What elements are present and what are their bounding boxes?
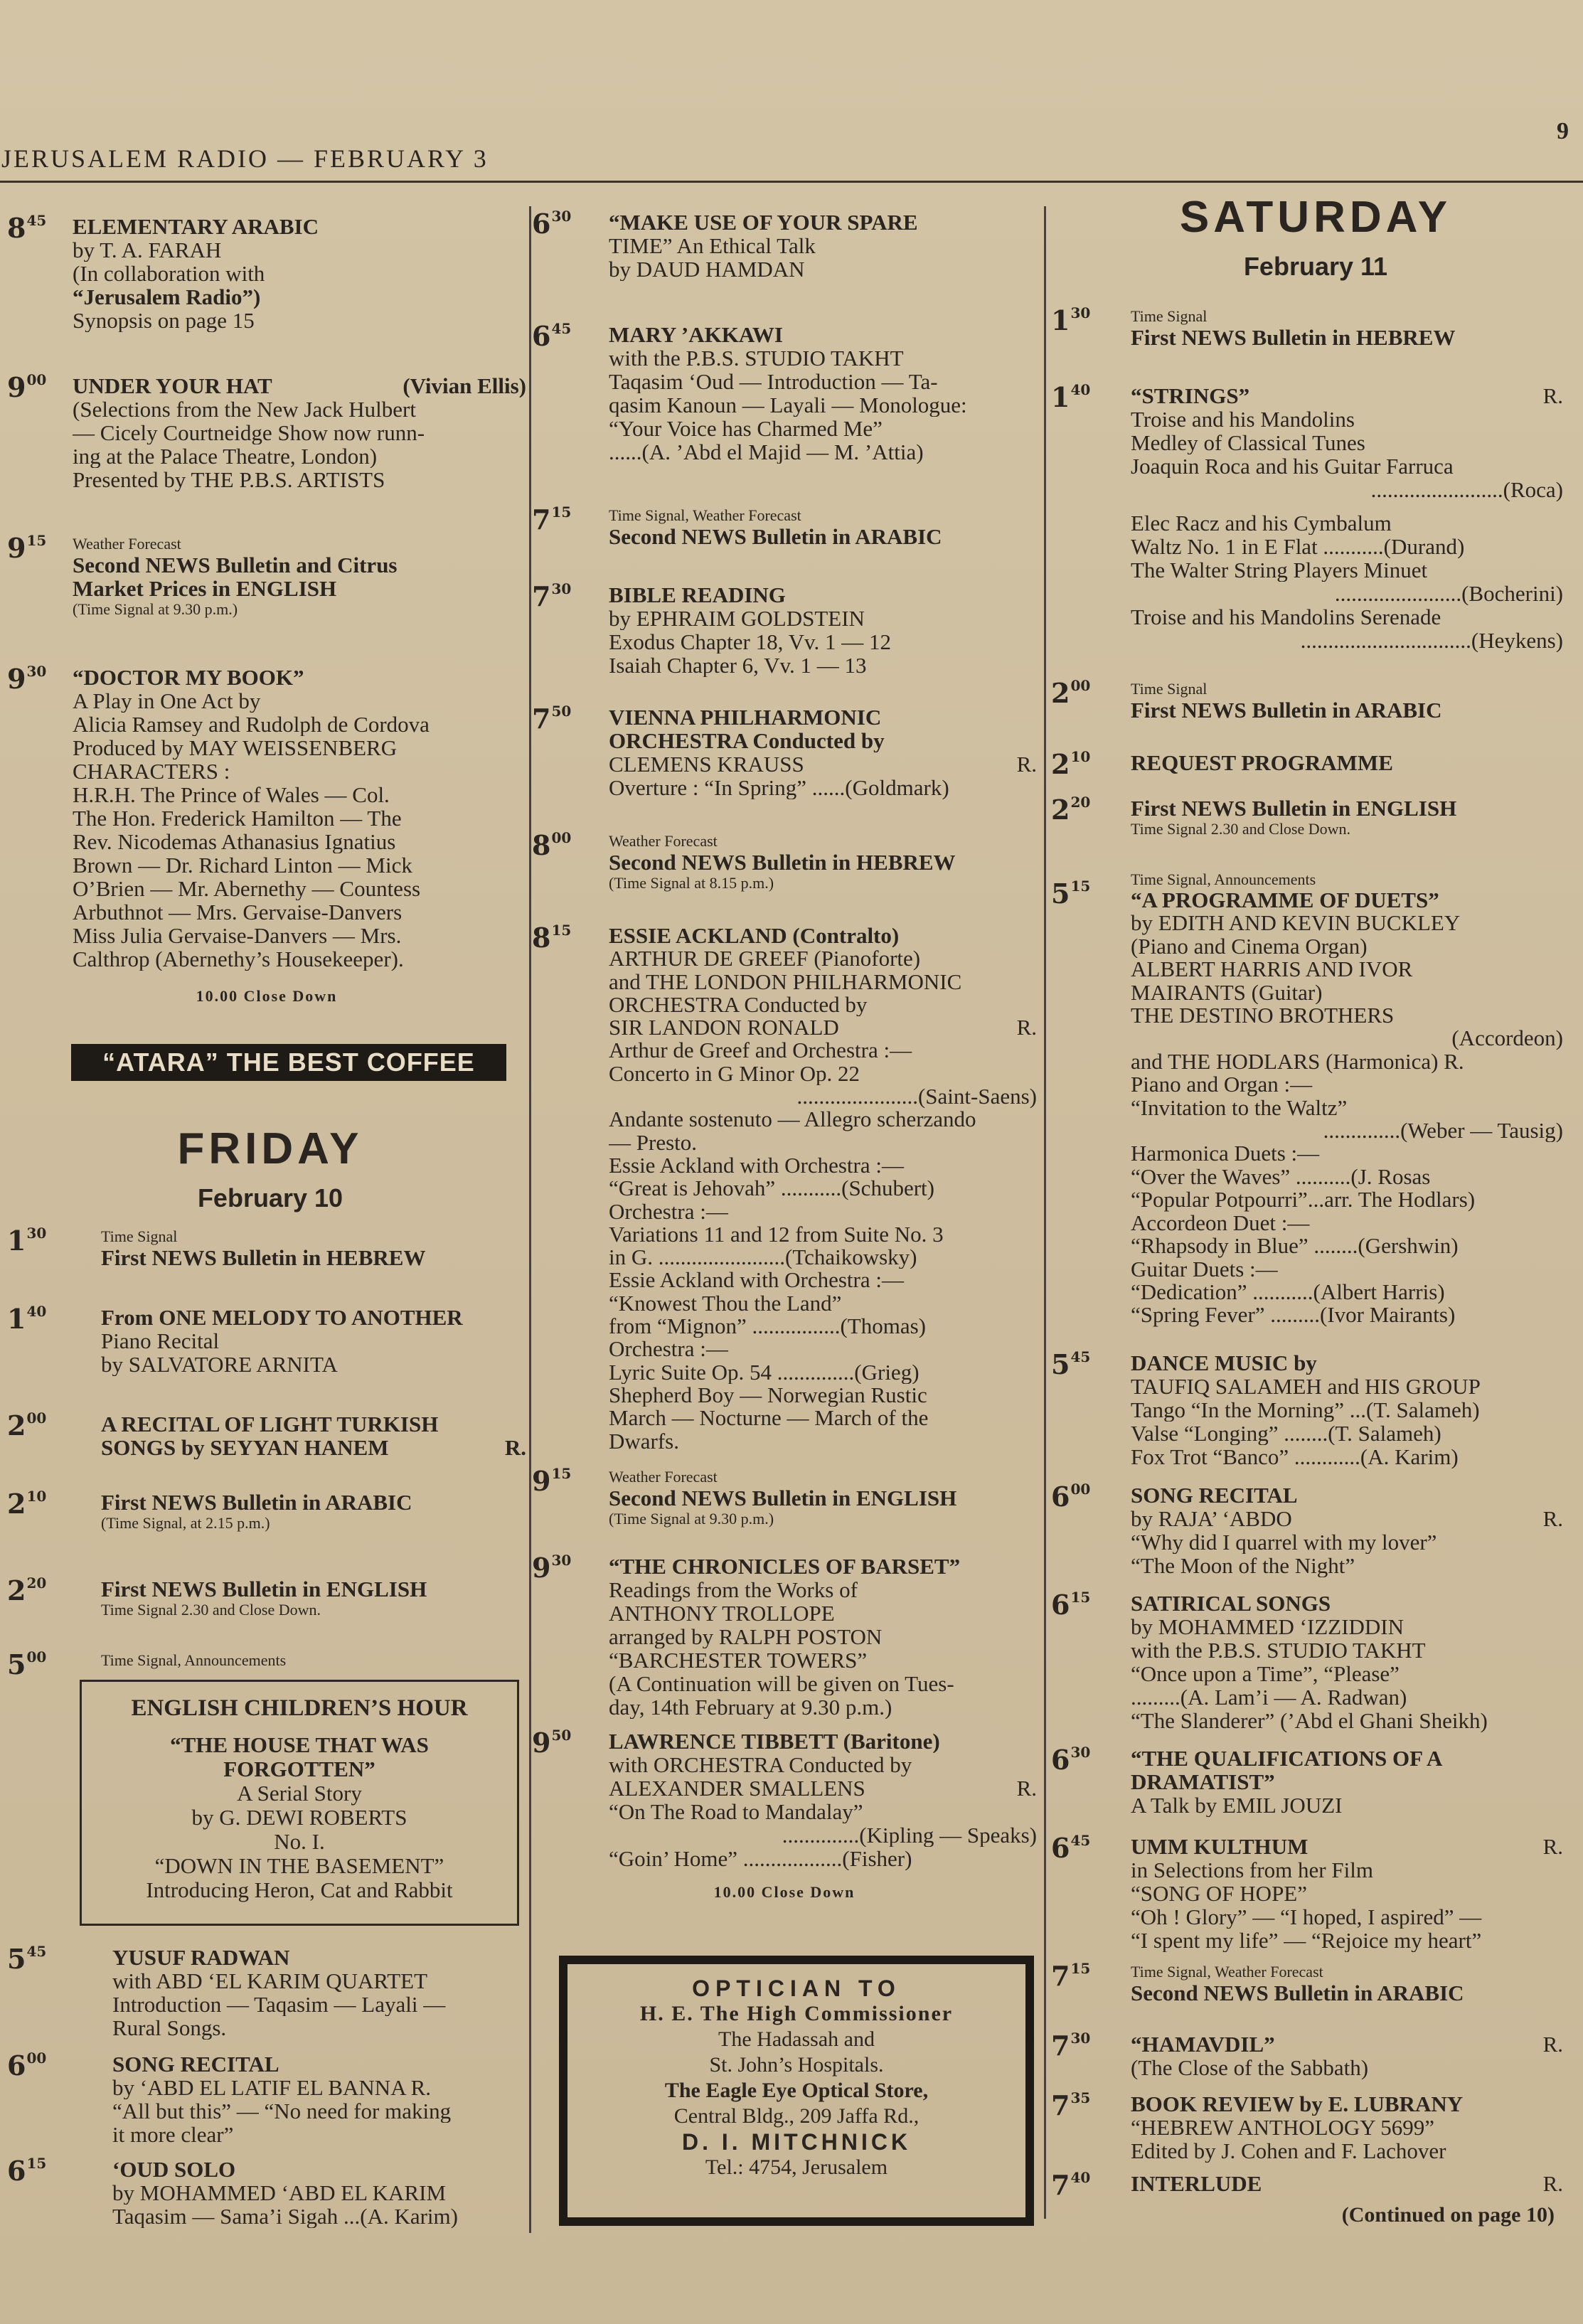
time-label: $5^{45}$ <box>7 1943 47 1975</box>
programme-text: Weather Forecast Second NEWS Bulletin and Citrus Market Prices in ENGLISH (Time Signal at 9.30 p.m.) <box>73 535 398 618</box>
continued-notice: (Continued on page 10) <box>1341 2203 1555 2227</box>
time-label: $6^{00}$ <box>7 2050 47 2082</box>
programme-text: VIENNA PHILHARMONIC ORCHESTRA Conducted by CLEMENS KRAUSS R. Overture : “In Spring” ......(Goldmark) <box>609 705 1037 799</box>
programme-text: “THE QUALIFICATIONS OF A DRAMATIST” A Talk by EMIL JOUZI <box>1131 1747 1443 1817</box>
programme-text: UNDER YOUR HAT (Vivian Ellis) (Selections from the New Jack Hulbert — Cicely Courtneidge Show now runn- ing at the Palace Theatre, London) Presented by THE P.B.S. ARTISTS <box>73 374 526 491</box>
page-title: JERUSALEM RADIO — FEBRUARY 3 <box>1 144 489 173</box>
time-label: $6^{15}$ <box>7 2155 47 2187</box>
time-label: $9^{30}$ <box>532 1552 572 1584</box>
time-label: $1^{40}$ <box>1051 381 1091 413</box>
time-label: $2^{20}$ <box>7 1574 47 1606</box>
time-label: $9^{50}$ <box>532 1727 572 1759</box>
programme-text: SATIRICAL SONGS by MOHAMMED ‘IZZIDDIN with the P.B.S. STUDIO TAKHT “Once upon a Time”, “Please” .........(A. Lam’i — A. Radwan) “The Slanderer” (’Abd el Ghani Sheikh) <box>1131 1592 1488 1732</box>
programme-text: YUSUF RADWAN with ABD ‘EL KARIM QUARTET Introduction — Taqasim — Layali — Rural Songs. <box>112 1946 446 2040</box>
programme-text: SONG RECITAL by RAJA’ ‘ABDO R. “Why did I quarrel with my lover” “The Moon of the Night” <box>1131 1483 1563 1577</box>
programme-text: REQUEST PROGRAMME <box>1131 751 1393 774</box>
programme-text: BOOK REVIEW by E. LUBRANY “HEBREW ANTHOLOGY 5699” Edited by J. Cohen and F. Lachover <box>1131 2092 1464 2163</box>
close-down-notice: 10.00 Close Down <box>196 987 338 1005</box>
time-label: $1^{30}$ <box>1051 304 1091 336</box>
time-label: $9^{15}$ <box>532 1465 572 1497</box>
programme-text: “THE CHRONICLES OF BARSET” Readings from the Works of ANTHONY TROLLOPE arranged by RALPH POSTON “BARCHESTER TOWERS” (A Continuation will be given on Tues- day, 14th February at 9.30 p.m.) <box>609 1555 961 1719</box>
advertisement-atara-coffee: “ATARA” THE BEST COFFEE <box>71 1044 506 1081</box>
time-label: $2^{10}$ <box>7 1488 47 1520</box>
programme-text: INTERLUDE R. <box>1131 2172 1563 2195</box>
advertisement-optician: OPTICIAN TO H. E. The High Commissioner The Hadassah and St. John’s Hospitals. The Eagle Eye Optical Store, Central Bldg., 209 Jaffa Rd., D. I. MITCHNICK Tel.: 4754, Jerusalem <box>559 1956 1034 2226</box>
time-label: $6^{15}$ <box>1051 1589 1091 1621</box>
time-label: $5^{45}$ <box>1051 1348 1091 1380</box>
programme-text: Time Signal, Weather Forecast Second NEWS Bulletin in ARABIC <box>1131 1963 1464 2005</box>
programme-text: “HAMAVDIL” R. (The Close of the Sabbath) <box>1131 2032 1563 2079</box>
programme-text: Time Signal First NEWS Bulletin in ARABIC <box>1131 680 1442 722</box>
time-label: $9^{00}$ <box>7 371 47 403</box>
time-label: $6^{30}$ <box>532 208 572 240</box>
programme-text: ‘OUD SOLO by MOHAMMED ‘ABD EL KARIM Taqasim — Sama’i Sigah ...(A. Karim) <box>112 2158 458 2228</box>
programme-text: Time Signal, Announcements <box>101 1651 287 1669</box>
programme-text: First NEWS Bulletin in ENGLISH Time Signal 2.30 and Close Down. <box>1131 796 1457 838</box>
programme-text: LAWRENCE TIBBETT (Baritone) with ORCHESTRA Conducted by ALEXANDER SMALLENS R. “On The Road to Mandalay” ..............(Kipling — Speaks) “Goin’ Home” ..................(Fisher) <box>609 1729 1037 1870</box>
time-label: $6^{45}$ <box>1051 1832 1091 1864</box>
time-label: $7^{15}$ <box>532 503 572 535</box>
time-label: $6^{00}$ <box>1051 1481 1091 1513</box>
time-label: $2^{20}$ <box>1051 794 1091 826</box>
page-number: 9 <box>1557 118 1569 144</box>
time-label: $7^{30}$ <box>532 580 572 612</box>
programme-text: Weather Forecast Second NEWS Bulletin in ENGLISH (Time Signal at 9.30 p.m.) <box>609 1468 957 1528</box>
programme-text: BIBLE READING by EPHRAIM GOLDSTEIN Exodus Chapter 18, Vv. 1 — 12 Isaiah Chapter 6, Vv. 1 — 13 <box>609 583 891 677</box>
time-label: $8^{45}$ <box>7 212 47 244</box>
programme-text: First NEWS Bulletin in ARABIC (Time Signal, at 2.15 p.m.) <box>101 1491 412 1532</box>
programme-text: A RECITAL OF LIGHT TURKISH SONGS by SEYYAN HANEM R. <box>101 1412 526 1459</box>
close-down-notice: 10.00 Close Down <box>713 1883 856 1901</box>
time-label: $2^{00}$ <box>1051 677 1091 709</box>
day-date-friday: February 10 <box>197 1183 343 1212</box>
time-label: $5^{15}$ <box>1051 878 1091 910</box>
programme-text: SONG RECITAL by ‘ABD EL LATIF EL BANNA R. “All but this” — “No need for making it more clear” <box>112 2052 452 2146</box>
programme-text: UMM KULTHUM R. in Selections from her Film “SONG OF HOPE” “Oh ! Glory” — “I hoped, I aspired” — “I spent my life” — “Rejoice my heart” <box>1131 1835 1563 1952</box>
time-label: $9^{30}$ <box>7 663 47 695</box>
programme-text: From ONE MELODY TO ANOTHER Piano Recital by SALVATORE ARNITA <box>101 1306 463 1376</box>
time-label: $1^{30}$ <box>7 1225 47 1257</box>
programme-text: Time Signal First NEWS Bulletin in HEBREW <box>1131 307 1456 349</box>
time-label: $7^{15}$ <box>1051 1960 1091 1992</box>
time-label: $8^{00}$ <box>532 829 572 861</box>
day-date-saturday: February 11 <box>1243 252 1388 281</box>
programme-text: First NEWS Bulletin in ENGLISH Time Signal 2.30 and Close Down. <box>101 1577 427 1619</box>
programme-text: DANCE MUSIC by TAUFIQ SALAMEH and HIS GROUP Tango “In the Morning” ...(T. Salameh) Valse “Longing” ........(T. Salameh) Fox Trot “Banco” ............(A. Karim) <box>1131 1351 1481 1469</box>
programme-text: MARY ’AKKAWI with the P.B.S. STUDIO TAKHT Taqasim ‘Oud — Introduction — Ta- qasim Kanoun — Layali — Monologue: “Your Voice has Charmed Me” ......(A. ’Abd el Majid — M. ’Attia) <box>609 323 967 464</box>
day-heading-saturday: SATURDAY <box>1179 193 1452 242</box>
column-divider <box>1044 206 1046 2219</box>
programme-text: Weather Forecast Second NEWS Bulletin in HEBREW (Time Signal at 8.15 p.m.) <box>609 832 956 892</box>
time-label: $7^{40}$ <box>1051 2169 1091 2201</box>
time-label: $7^{30}$ <box>1051 2030 1091 2062</box>
time-label: $7^{35}$ <box>1051 2089 1091 2121</box>
time-label: $2^{00}$ <box>7 1409 47 1441</box>
time-label: $5^{00}$ <box>7 1648 47 1680</box>
time-label: $1^{40}$ <box>7 1303 47 1335</box>
time-label: $2^{10}$ <box>1051 748 1091 780</box>
programme-text: Time Signal First NEWS Bulletin in HEBREW <box>101 1227 426 1269</box>
day-heading-friday: FRIDAY <box>177 1124 363 1173</box>
programme-text: “STRINGS” R. Troise and his Mandolins Medley of Classical Tunes Joaquin Roca and his Guitar Farruca ........................(Roca) Elec Racz and his Cymbalum Waltz No. 1 in E Flat ...........(Durand) The Walter String Players Minuet .......................(Bocherini) Troise and his Mandolins Serenade ...............................(Heykens) <box>1131 384 1563 652</box>
programme-text: ESSIE ACKLAND (Contralto) ARTHUR DE GREEF (Pianoforte) and THE LONDON PHILHARMONIC ORCHESTRA Conducted by SIR LANDON RONALD R. Arthur de Greef and Orchestra :— Concerto in G Minor Op. 22 ......................(Saint-Saens) Andante sostenuto — Allegro scherzando — Presto. Essie Ackland with Orchestra :— “Great is Jehovah” ...........(Schubert) Orchestra :— Variations 11 and 12 from Suite No. 3 in G. .......................(Tchaikowsky) Essie Ackland with Orchestra :— “Knowest Thou the Land” from “Mignon” ................(Thomas) Orchestra :— Lyric Suite Op. 54 ..............(Grieg) Shepherd Boy — Norwegian Rustic March — Nocturne — March of the Dwarfs. <box>609 924 1037 1453</box>
time-label: $6^{30}$ <box>1051 1744 1091 1776</box>
column-divider <box>529 206 531 2233</box>
programme-text: “MAKE USE OF YOUR SPARE TIME” An Ethical Talk by DAUD HAMDAN <box>609 210 918 281</box>
programme-text: “DOCTOR MY BOOK” A Play in One Act by Alicia Ramsey and Rudolph de Cordova Produced by MAY WEISSENBERG CHARACTERS : H.R.H. The Prince of Wales — Col. The Hon. Frederick Hamilton — The Rev. Nicodemas Athanasius Ignatius Brown — Dr. Richard Linton — Mick O’Brien — Mr. Abernethy — Countess Arbuthnot — Mrs. Gervaise-Danvers Miss Julia Gervaise-Danvers — Mrs. Calthrop (Abernethy’s Housekeeper). <box>73 666 430 971</box>
time-label: $9^{15}$ <box>7 532 47 564</box>
programme-text: ELEMENTARY ARABIC by T. A. FARAH (In collaboration with “Jerusalem Radio”) Synopsis on page 15 <box>73 215 319 332</box>
time-label: $7^{50}$ <box>532 703 572 735</box>
column-1-evening <box>7 0 526 2228</box>
programme-text: Time Signal, Weather Forecast Second NEWS Bulletin in ARABIC <box>609 506 942 548</box>
childrens-hour-box: ENGLISH CHILDREN’S HOUR “THE HOUSE THAT WAS FORGOTTEN” A Serial Story by G. DEWI ROBERTS No. I. “DOWN IN THE BASEMENT” Introducing Heron, Cat and Rabbit <box>80 1680 519 1926</box>
time-label: $6^{45}$ <box>532 320 572 352</box>
programme-text: Time Signal, Announcements “A PROGRAMME OF DUETS” by EDITH AND KEVIN BUCKLEY (Piano and Cinema Organ) ALBERT HARRIS AND IVOR MAIRANTS (Guitar) THE DESTINO BROTHERS (Accordeon) and THE HODLARS (Harmonica) R. Piano and Organ :— “Invitation to the Waltz” ..............(Weber — Tausig) Harmonica Duets :— “Over the Waves” ..........(J. Rosas “Popular Potpourri”...arr. The Hodlars) Accordeon Duet :— “Rhapsody in Blue” ........(Gershwin) Guitar Duets :— “Dedication” ...........(Albert Harris) “Spring Fever” .........(Ivor Mairants) <box>1131 870 1563 1327</box>
time-label: $8^{15}$ <box>532 922 572 954</box>
